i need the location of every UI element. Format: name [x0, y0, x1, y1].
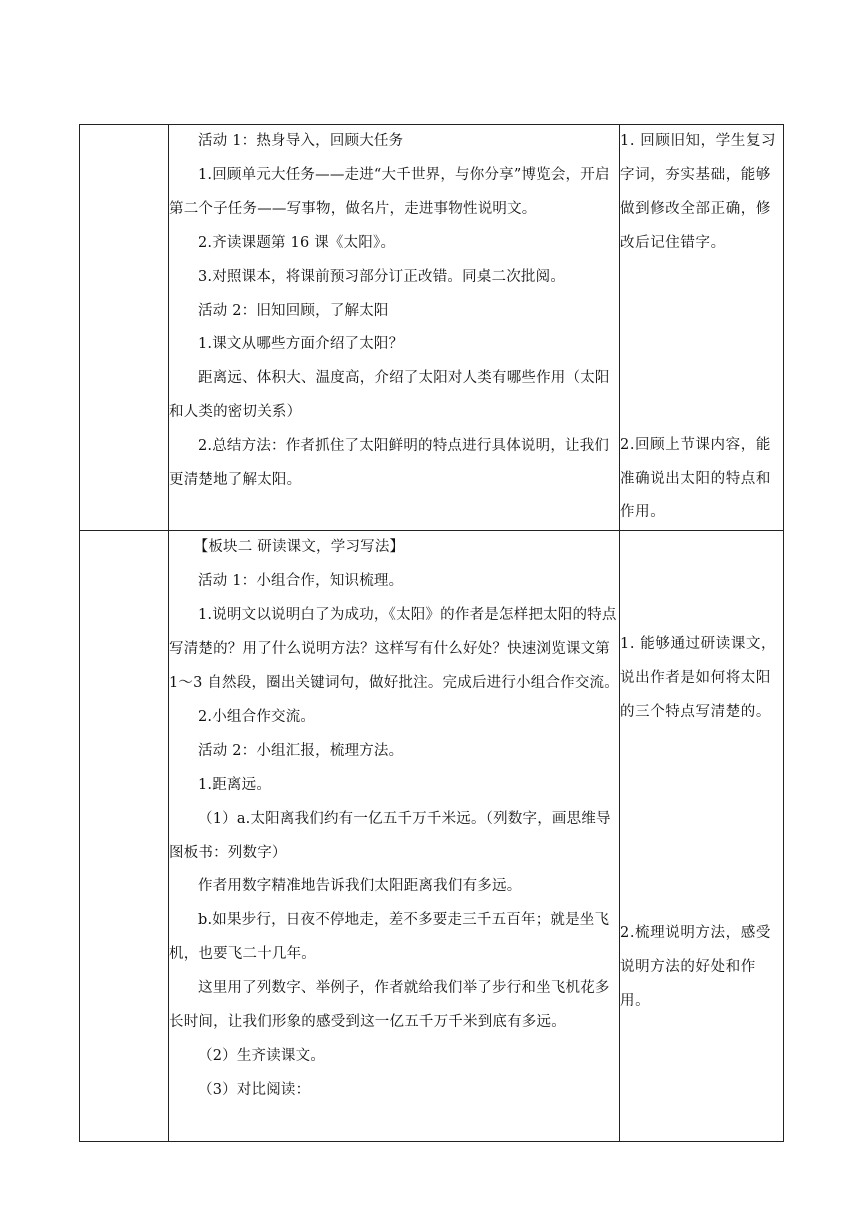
goal-text: 1. 回顾旧知，学生复习字词，夯实基础，能够做到修改全部正确，修改后记住错字。	[620, 133, 777, 251]
activity-title: 活动 2：旧知回顾，了解太阳	[198, 302, 389, 319]
paragraph: 距离远、体积大、温度高，介绍了太阳对人类有哪些作用（太阳和人类的密切关系）	[169, 370, 610, 421]
activity-title: 活动 1：热身导入，回顾大任务	[198, 133, 404, 149]
paragraph: （3）对比阅读：	[198, 1081, 311, 1098]
goal-cell	[620, 531, 784, 1142]
paragraph: 2.小组合作交流。	[198, 708, 316, 725]
goal-text: 1. 能够通过研读课文，说出作者是如何将太阳的三个特点写清楚的。	[620, 636, 777, 721]
paragraph: 这里用了列数字、举例子，作者就给我们举了步行和坐飞机花多长时间，让我们形象的感受到这一亿五千万千米到底有多远。	[169, 980, 610, 1031]
paragraph: （2）生齐读课文。	[198, 1047, 326, 1064]
activity-title: 活动 2：小组汇报，梳理方法。	[198, 742, 404, 759]
empty-cell	[80, 125, 169, 531]
empty-cell	[80, 531, 169, 1142]
table-row	[80, 125, 784, 531]
goal-text: 2.梳理说明方法，感受说明方法的好处和作用。	[620, 925, 771, 1009]
paragraph: 3.对照课本，将课前预习部分订正改错。同桌二次批阅。	[198, 268, 566, 285]
activity-content-cell	[169, 531, 620, 1142]
activity-content-cell	[169, 125, 620, 531]
paragraph: 1.回顾单元大任务——走进“大千世界，与你分享”博览会，开启第二个子任务——写事物，做名片，走进事物性说明文。	[169, 166, 610, 217]
paragraph: 1.课文从哪些方面介绍了太阳？	[198, 336, 404, 353]
paragraph: 1.说明文以说明白了为成功，《太阳》的作者是怎样把太阳的特点写清楚的？用了什么说明方法？这样写有什么好处？快速浏览课文第 1～3 自然段，圈出关键词句，做好批注。完成后进行小组合作交流。	[169, 607, 619, 691]
paragraph: 2.齐读课题第 16 课《太阳》。	[198, 234, 396, 251]
activity-title: 活动 1：小组合作，知识梳理。	[198, 573, 404, 590]
table-row	[80, 531, 784, 1142]
section-heading: 【板块二 研读课文，学习写法】	[193, 539, 405, 556]
paragraph: 作者用数字精准地告诉我们太阳距离我们有多远。	[198, 878, 522, 895]
paragraph: 1.距离远。	[198, 776, 272, 793]
paragraph: （1）a.太阳离我们约有一亿五千万千米远。（列数字，画思维导图板书：列数字）	[169, 810, 611, 861]
paragraph: b.如果步行，日夜不停地走，差不多要走三千五百年；就是坐飞机，也要飞二十几年。	[169, 912, 610, 963]
goal-text: 2.回顾上节课内容，能准确说出太阳的特点和作用。	[620, 436, 771, 521]
lesson-plan-table	[79, 124, 784, 1142]
goal-cell	[620, 125, 784, 531]
paragraph: 2.总结方法：作者抓住了太阳鲜明的特点进行具体说明，让我们更清楚地了解太阳。	[169, 438, 610, 489]
